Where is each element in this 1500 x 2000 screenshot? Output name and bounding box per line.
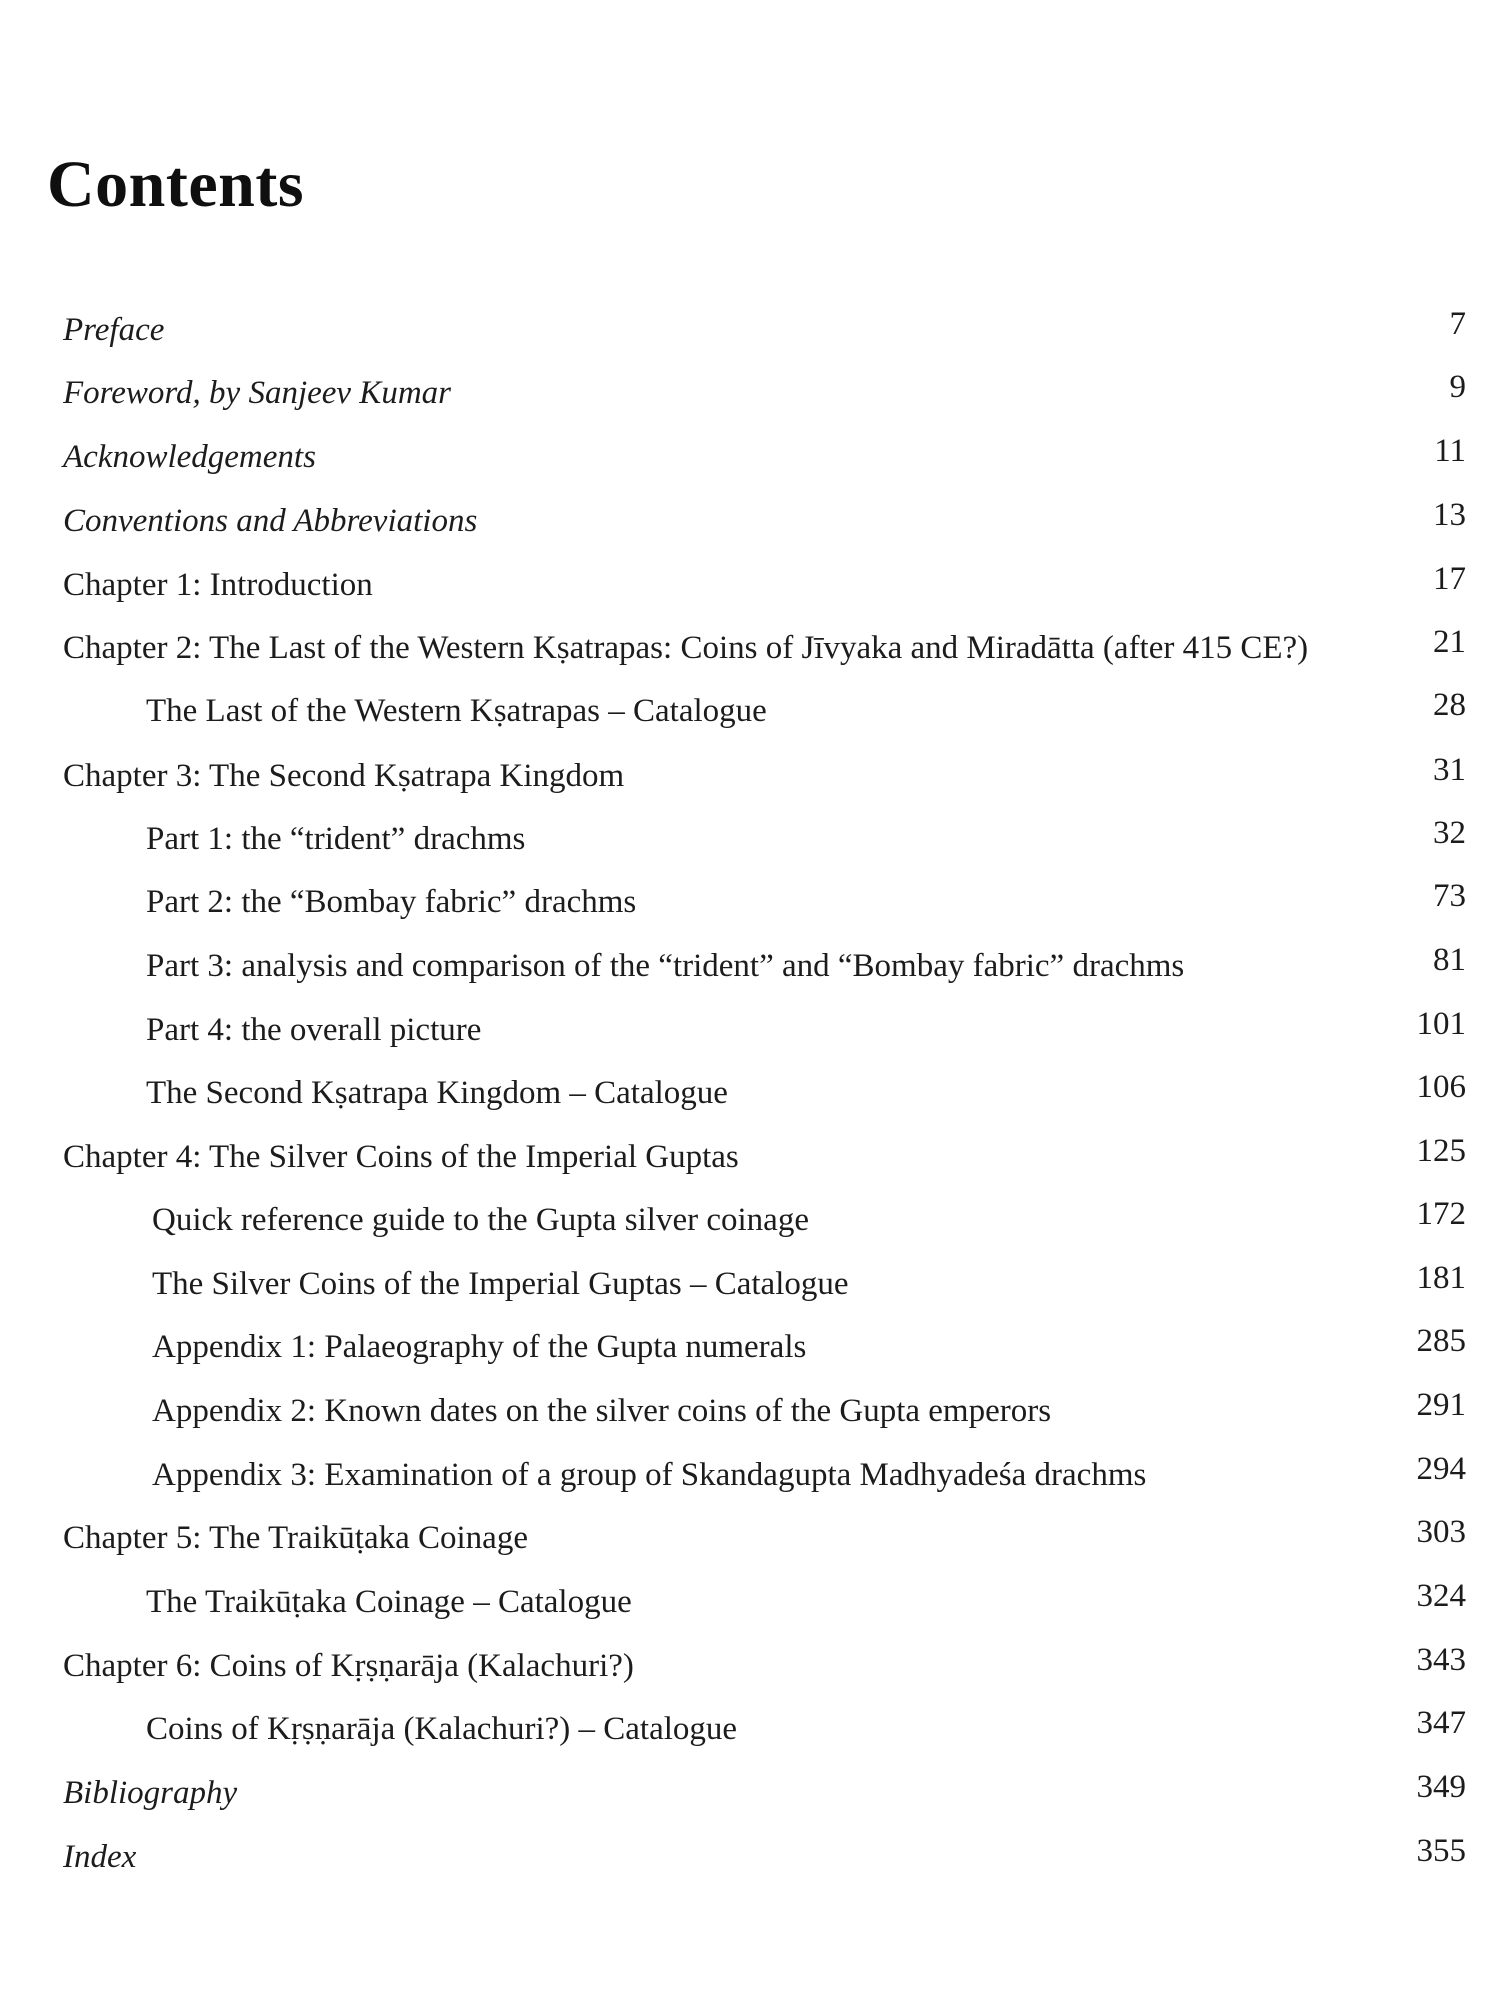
toc-entry-label: Part 4: the overall picture: [146, 1012, 482, 1048]
toc-entry-page: 294: [1416, 1451, 1466, 1487]
toc-entry-chapter-5[interactable]: [0, 1514, 1500, 1558]
toc-entry-page: 343: [1416, 1642, 1466, 1678]
toc-entry-label: Chapter 3: The Second Kṣatrapa Kingdom: [63, 758, 625, 794]
toc-entry-chapter-4[interactable]: [0, 1133, 1500, 1177]
toc-entry-page: 21: [1433, 624, 1466, 660]
toc-entry-label: Coins of Kṛṣṇarāja (Kalachuri?) – Catalogue: [146, 1711, 738, 1747]
toc-entry-label: Chapter 2: The Last of the Western Kṣatrapas: Coins of Jīvyaka and Miradātta (after 415 CE?): [63, 630, 1309, 666]
toc-entry-page: 181: [1416, 1260, 1466, 1296]
toc-entry-page: 101: [1416, 1006, 1466, 1042]
toc-entry-foreword[interactable]: [0, 369, 1500, 413]
toc-entry-label: Chapter 6: Coins of Kṛṣṇarāja (Kalachuri?): [63, 1648, 634, 1684]
toc-entry-label: Preface: [63, 312, 165, 348]
toc-entry-label: Chapter 4: The Silver Coins of the Imperial Guptas: [63, 1139, 739, 1175]
toc-entry-chapter-3-part-3[interactable]: [0, 942, 1500, 986]
toc-entry-label: Appendix 2: Known dates on the silver coins of the Gupta emperors: [152, 1393, 1052, 1429]
toc-entry-page: 303: [1416, 1514, 1466, 1550]
toc-entry-page: 9: [1449, 369, 1466, 405]
toc-entry-chapter-4-appendix-3[interactable]: [0, 1451, 1500, 1495]
toc-entry-page: 291: [1416, 1387, 1466, 1423]
toc-entry-chapter-4-appendix-1[interactable]: [0, 1323, 1500, 1367]
toc-entry-chapter-3[interactable]: [0, 752, 1500, 796]
page-title: Contents: [47, 148, 305, 221]
toc-entry-chapter-6[interactable]: [0, 1642, 1500, 1686]
toc-entry-chapter-3-part-2[interactable]: [0, 878, 1500, 922]
toc-entry-page: 106: [1416, 1069, 1466, 1105]
toc-entry-chapter-4-appendix-2[interactable]: [0, 1387, 1500, 1431]
toc-entry-preface[interactable]: [0, 306, 1500, 350]
toc-entry-page: 13: [1433, 497, 1466, 533]
toc-entry-page: 347: [1416, 1705, 1466, 1741]
toc-entry-label: Chapter 5: The Traikūṭaka Coinage: [63, 1520, 528, 1556]
toc-entry-label: Acknowledgements: [63, 439, 316, 475]
toc-entry-page: 125: [1416, 1133, 1466, 1169]
toc-entry-label: Chapter 1: Introduction: [63, 567, 373, 603]
toc-entry-label: Part 3: analysis and comparison of the “trident” and “Bombay fabric” drachms: [146, 948, 1185, 984]
toc-entry-label: Part 2: the “Bombay fabric” drachms: [146, 884, 637, 920]
toc-entry-label: Appendix 1: Palaeography of the Gupta numerals: [152, 1329, 807, 1365]
toc-entry-page: 17: [1433, 561, 1466, 597]
toc-entry-page: 355: [1416, 1833, 1466, 1869]
toc-entry-page: 285: [1416, 1323, 1466, 1359]
toc-entry-page: 349: [1416, 1769, 1466, 1805]
toc-entry-page: 324: [1416, 1578, 1466, 1614]
toc-entry-label: The Traikūṭaka Coinage – Catalogue: [146, 1584, 632, 1620]
toc-entry-chapter-2[interactable]: [0, 624, 1500, 668]
toc-entry-index[interactable]: [0, 1833, 1500, 1877]
toc-entry-chapter-6-catalogue[interactable]: [0, 1705, 1500, 1749]
toc-entry-page: 31: [1433, 752, 1466, 788]
toc-entry-label: Appendix 3: Examination of a group of Skandagupta Madhyadeśa drachms: [152, 1457, 1147, 1493]
toc-entry-chapter-2-catalogue[interactable]: [0, 687, 1500, 731]
toc-entry-chapter-4-quick-reference[interactable]: [0, 1196, 1500, 1240]
toc-entry-chapter-3-part-4[interactable]: [0, 1006, 1500, 1050]
toc-entry-label: The Silver Coins of the Imperial Guptas – Catalogue: [152, 1266, 849, 1302]
toc-entry-page: 81: [1433, 942, 1466, 978]
toc-entry-label: Quick reference guide to the Gupta silver coinage: [152, 1202, 809, 1238]
toc-entry-chapter-3-catalogue[interactable]: [0, 1069, 1500, 1113]
toc-entry-label: Conventions and Abbreviations: [63, 503, 478, 539]
toc-entry-page: 32: [1433, 815, 1466, 851]
toc-entry-chapter-4-catalogue[interactable]: [0, 1260, 1500, 1304]
toc-entry-page: 11: [1434, 433, 1466, 469]
toc-entry-label: The Second Kṣatrapa Kingdom – Catalogue: [146, 1075, 728, 1111]
toc-entry-label: Foreword, by Sanjeev Kumar: [63, 375, 451, 411]
toc-entry-label: Index: [63, 1839, 137, 1875]
toc-entry-chapter-3-part-1[interactable]: [0, 815, 1500, 859]
toc-entry-page: 28: [1433, 687, 1466, 723]
toc-entry-page: 172: [1416, 1196, 1466, 1232]
toc-entry-chapter-5-catalogue[interactable]: [0, 1578, 1500, 1622]
toc-entry-label: Part 1: the “trident” drachms: [146, 821, 526, 857]
toc-entry-acknowledgements[interactable]: [0, 433, 1500, 477]
toc-entry-bibliography[interactable]: [0, 1769, 1500, 1813]
toc-entry-label: The Last of the Western Kṣatrapas – Catalogue: [146, 693, 767, 729]
toc-entry-page: 73: [1433, 878, 1466, 914]
toc-entry-conventions[interactable]: [0, 497, 1500, 541]
toc-entry-label: Bibliography: [63, 1775, 238, 1811]
toc-entry-page: 7: [1449, 306, 1466, 342]
toc-entry-chapter-1[interactable]: [0, 561, 1500, 605]
